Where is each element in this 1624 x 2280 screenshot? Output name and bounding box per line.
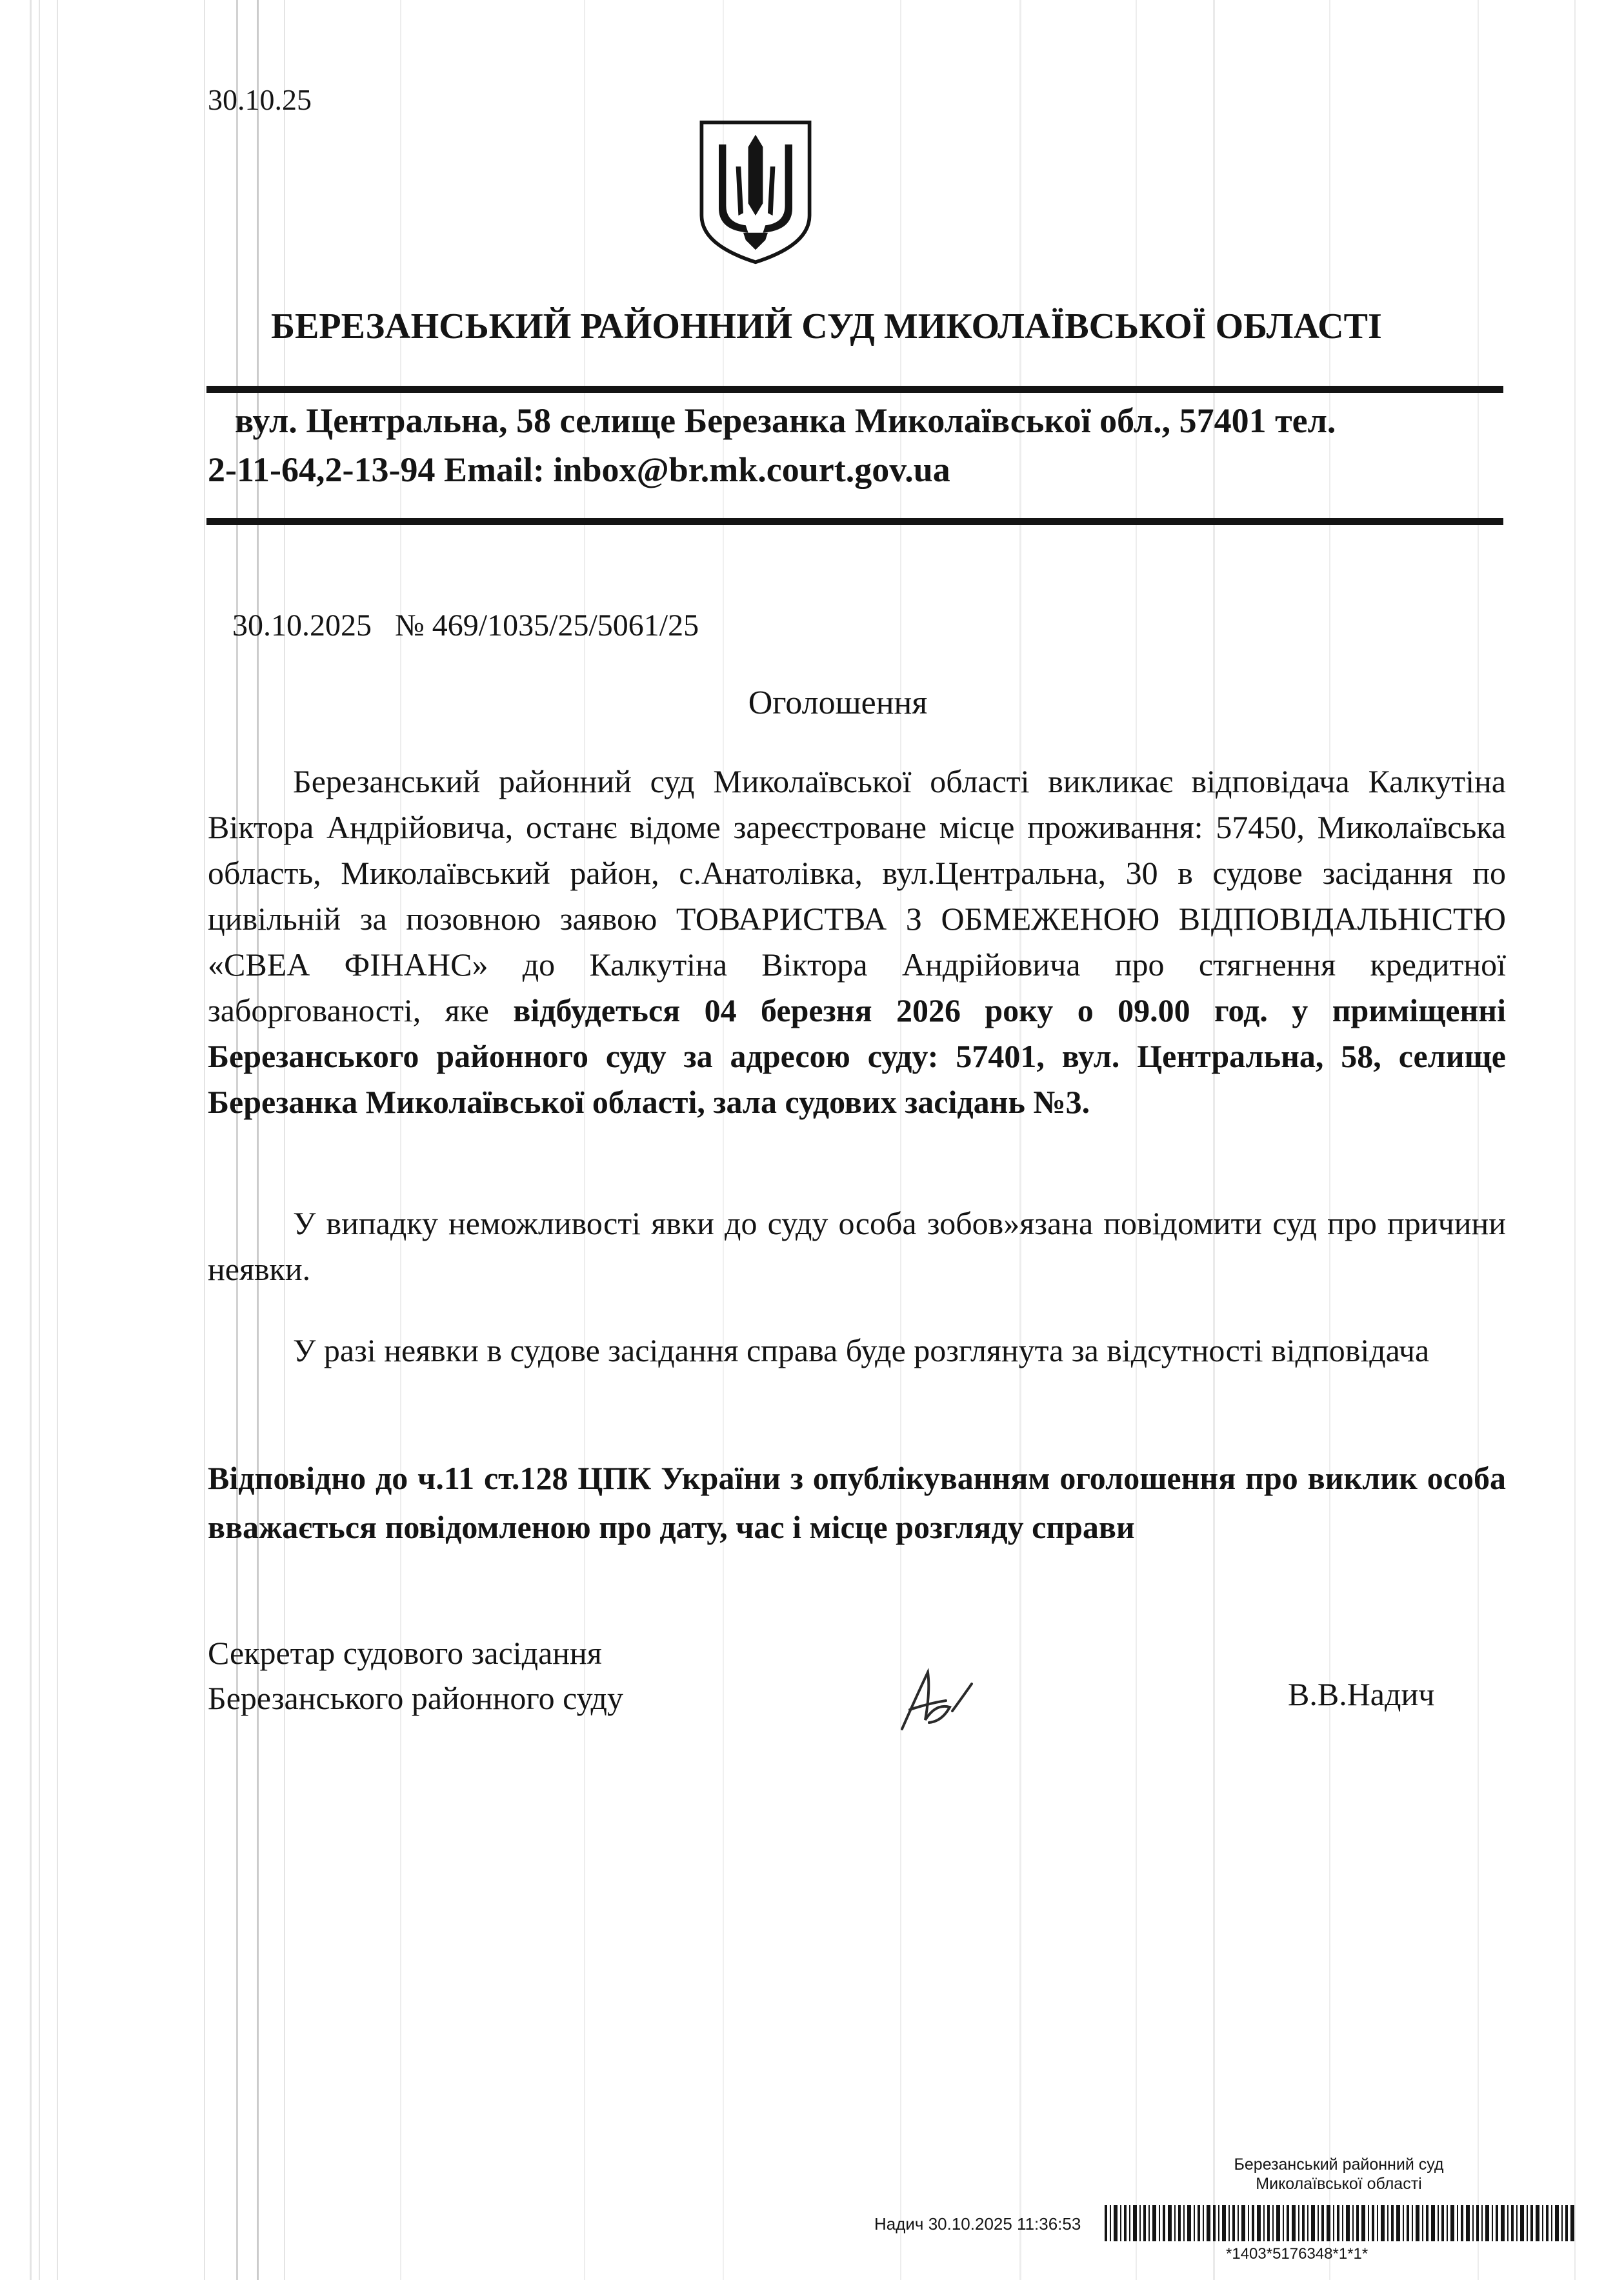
registration-date: 30.10.2025	[232, 608, 372, 643]
notice-paragraph-1	[208, 759, 1506, 1125]
stamp-line1: Березанський районний суд	[1234, 2155, 1444, 2174]
court-name: БЕРЕЗАНСЬКИЙ РАЙОННИЙ СУД МИКОЛАЇВСЬКОЇ ОБЛАСТІ	[271, 306, 1382, 346]
stamp-line2: Миколаївської області	[1256, 2175, 1422, 2193]
court-address-line2: 2-11-64,2-13-94 Email: inbox@br.mk.court.gov.ua	[208, 450, 950, 489]
signatory-title-line1: Секретар судового засідання	[208, 1635, 602, 1671]
court-stamp	[1213, 2155, 1465, 2194]
signatory-title-line2: Березанського районного суду	[208, 1680, 623, 1716]
notice-paragraph-4: Відповідно до ч.11 ст.128 ЦПК України з опублікуванням оголошення про виклик особа вважається повідомленою про дату, час і місце розгляду справи	[208, 1460, 1506, 1545]
notice-paragraph-2	[208, 1201, 1506, 1292]
registration-line	[232, 608, 699, 643]
signatory-name: В.В.Надич	[1288, 1676, 1435, 1712]
notice-paragraph-3	[208, 1328, 1506, 1374]
header-date: 30.10.25	[208, 83, 312, 116]
signatory-title	[208, 1630, 623, 1721]
court-address-line1: вул. Центральна, 58 селище Березанка Миколаївської обл., 57401 тел.	[235, 401, 1336, 440]
barcode	[1105, 2205, 1576, 2241]
notice-heading: Оголошення	[748, 685, 928, 721]
hearing-details: відбудеться 04 березня 2026 року о 09.00 год. у приміщенні Березанського районного суду за адресою суду: 57401, вул. Центральна, 58, селище Березанка Миколаївської області, зала судових засідань №3.	[208, 992, 1507, 1120]
handwritten-signature	[890, 1658, 981, 1742]
header-rule-bottom	[206, 518, 1503, 525]
absence-notice-text: У випадку неможливості явки до суду особа зобов»язана повідомити суд про причини неявки.	[208, 1205, 1506, 1287]
registration-number-sign: №	[395, 608, 425, 643]
trident-icon	[694, 117, 817, 267]
header-rule-top	[206, 386, 1503, 393]
stamp-user-time: Надич 30.10.2025 11:36:53	[874, 2214, 1081, 2234]
default-hearing-text: У разі неявки в судове засідання справа буде розглянута за відсутності відповідача	[293, 1332, 1430, 1368]
registration-number: 469/1035/25/5061/25	[432, 608, 699, 643]
summons-text: Березанський районний суд Миколаївської області викликає відповідача Калкутіна Віктора Андрійовича, останє відоме зареєстроване місце проживання: 57450, Миколаївська область, Миколаївський район, с.Анатолівка, вул.Центральна, 30 в судове засідання по цивільній за позовною заявою ТОВАРИСТВА З ОБМЕЖЕНОЮ ВІДПОВІДАЛЬНІСТЮ «СВЕА ФІНАНС» до Калкутіна Віктора Андрійовича про стягнення кредитної заборгованості, яке	[208, 763, 1506, 1028]
barcode-number: *1403*5176348*1*1*	[1226, 2245, 1368, 2263]
